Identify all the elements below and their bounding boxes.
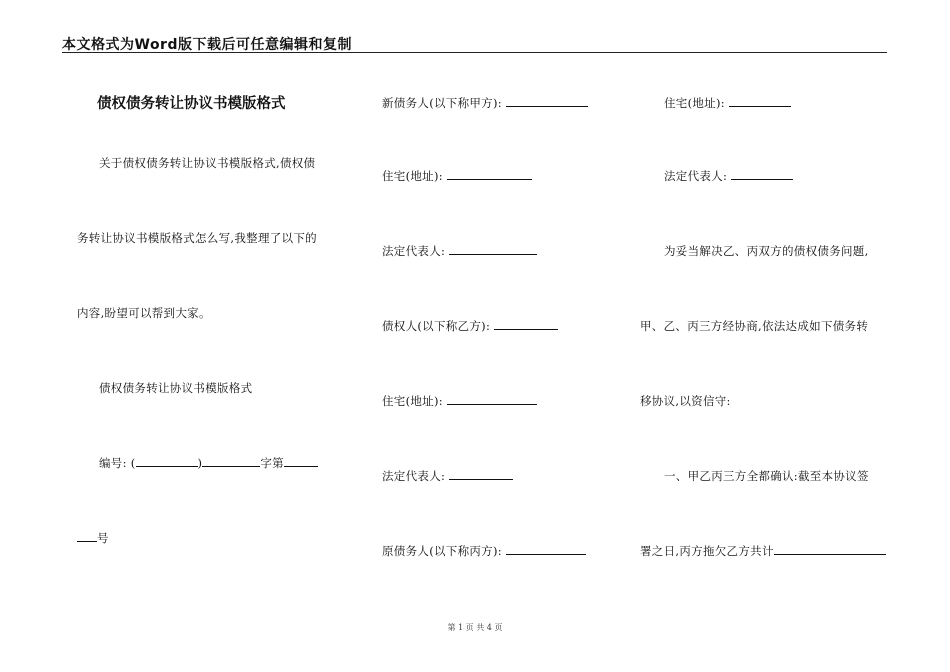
number-blank-2: [202, 455, 260, 467]
clause-text-2: 署之日,丙方拖欠乙方共计: [640, 544, 774, 558]
original-debtor-line: [382, 543, 586, 559]
number-blank-3: [284, 455, 318, 467]
creditor-label: 债权人(以下称乙方):: [382, 319, 491, 333]
number-blank-4: [77, 530, 97, 542]
number-label: 编号:: [99, 456, 127, 470]
new-debtor-blank: [506, 95, 588, 107]
paren-open: (: [130, 456, 136, 470]
legal-rep-line-2: [382, 468, 513, 484]
number-line: [99, 455, 318, 471]
amount-blank: [774, 543, 886, 555]
clause-line-1: 一、甲乙丙三方全都确认:截至本协议签: [664, 469, 869, 483]
address-blank-3: [729, 95, 791, 107]
section-subtitle: 债权债务转让协议书模版格式: [99, 381, 253, 395]
new-debtor-line: [382, 95, 588, 111]
original-debtor-label: 原债务人(以下称丙方):: [382, 544, 502, 558]
legal-rep-label-3: 法定代表人:: [664, 169, 728, 183]
paragraph-line-3: 移协议,以资信守:: [640, 394, 731, 408]
page-footer: 第 1 页 共 4 页: [447, 623, 503, 632]
number-line-end: [77, 530, 109, 546]
intro-line-2: 务转让协议书模版格式怎么写,我整理了以下的: [77, 231, 317, 245]
legal-rep-label-2: 法定代表人:: [382, 469, 446, 483]
address-label-3: 住宅(地址):: [664, 96, 725, 110]
paren-close: ): [197, 456, 203, 470]
legal-rep-blank-2: [449, 468, 513, 480]
address-blank-1: [447, 168, 532, 180]
clause-line-2: [640, 543, 886, 559]
address-label-2: 住宅(地址):: [382, 394, 443, 408]
paragraph-line-2: 甲、乙、丙三方经协商,依法达成如下债务转: [640, 319, 869, 333]
address-label-1: 住宅(地址):: [382, 169, 443, 183]
intro-line-1: 关于债权债务转让协议书模版格式,债权债: [99, 156, 316, 170]
address-line-1: [382, 168, 532, 184]
creditor-line: [382, 318, 558, 334]
document-header: 本文格式为Word版下载后可任意编辑和复制: [62, 37, 352, 53]
new-debtor-label: 新债务人(以下称甲方):: [382, 96, 502, 110]
address-line-2: [382, 393, 537, 409]
header-divider: [62, 52, 887, 53]
legal-rep-blank-1: [449, 243, 537, 255]
legal-rep-line-3: [664, 168, 793, 184]
intro-line-3: 内容,盼望可以帮到大家。: [77, 306, 211, 320]
address-line-3: [664, 95, 791, 111]
paragraph-line-1: 为妥当解决乙、丙双方的债权债务问题,: [664, 244, 869, 258]
legal-rep-line-1: [382, 243, 537, 259]
zi-di-label: 字第: [260, 456, 284, 470]
number-blank-1: [136, 455, 198, 467]
creditor-blank: [494, 318, 558, 330]
legal-rep-blank-3: [731, 168, 793, 180]
legal-rep-label-1: 法定代表人:: [382, 244, 446, 258]
original-debtor-blank: [506, 543, 586, 555]
document-title: 债权债务转让协议书模版格式: [97, 96, 286, 112]
address-blank-2: [447, 393, 537, 405]
hao-label: 号: [97, 531, 109, 545]
